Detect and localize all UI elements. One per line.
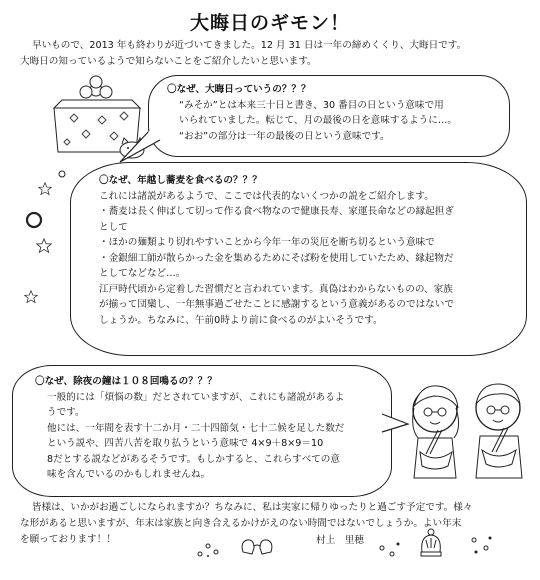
intro-paragraph: [20, 38, 530, 70]
section-line: 江戸時代頃から定着した習慣だと言われています。真偽はわからないものの、家族: [99, 283, 453, 295]
snow-dots-icon: [378, 540, 402, 560]
section-line: いられていました。転じて、月の最後の日を意味するように…。: [179, 115, 458, 126]
circle-icon: [24, 210, 44, 230]
speech-bubble-omisoka: [148, 75, 510, 157]
section-line: 味を含んでいるのかもしれませんね。: [47, 469, 211, 480]
section-line: ・金銀細工師が散らかった金を集めるためにそば粉を使用していたため、縁起物だ: [99, 252, 454, 264]
section-line: として: [99, 221, 128, 233]
section-line: “おお”の部分は一年の最後の日という意味です。: [179, 130, 390, 142]
section-line: 一般的には「煩悩の数」だとされていますが、これにも諸説があるよ: [47, 391, 345, 403]
section-line: ・蕎麦は長く伸ばして切って作る食べ物なので健康長寿、家運長命などの縁起担ぎ: [99, 206, 454, 217]
section-heading: 〇なぜ、年越し蕎麦を食べるの？？？: [99, 175, 262, 186]
intro-line: 大晦日の知っているようで知らないことをご紹介したいと思います。: [20, 56, 317, 67]
section-line: としてなどなど…。: [99, 268, 186, 279]
author-name: 村上 里穂: [316, 535, 364, 546]
section-heading: 〇なぜ、除夜の鐘は１０８回鳴るの？？？: [35, 376, 217, 387]
section-line: 8だとする説などがあるそうです。もしかすると、これらすべての意: [47, 453, 340, 465]
section-line: が揃って団欒し、一年無事過ごせたことに感謝するという意義があるのではないで: [99, 299, 454, 310]
circle-icon: [58, 170, 66, 178]
children-eating-soba-illustration: [400, 368, 535, 493]
closing-line: を願っております！！: [20, 534, 116, 545]
knit-hat-icon: [418, 528, 444, 558]
speech-bubble-soba: [70, 162, 527, 356]
mittens-icon: [240, 536, 274, 558]
speech-bubble-joya-no-kane: [12, 365, 392, 497]
closing-line: 皆様は、いかがお過ごしになられますか？ちなみに、私は実家に帰りゆったりと過ごす予定です。様々: [32, 502, 473, 513]
section-line: ・ほかの麺類より切れやすいことから今年一年の災厄を断ち切るという意味で: [99, 237, 435, 248]
section-line: しょうか。ちなみに、午前0時より前に食べるのがよいそうです。: [99, 314, 383, 326]
section-line: “みそか”とは本来三十日と書き、30 番目の日という意味で用: [179, 99, 444, 111]
star-icon: [38, 182, 52, 196]
snow-dots-icon: [468, 534, 494, 558]
closing-paragraph: [20, 500, 532, 548]
snow-dots-icon: [196, 540, 220, 560]
section-line: 他には、一年間を表す十二か月・二十四節気・七十二候を足した数だ: [47, 422, 345, 434]
intro-line: 早いもので、2013 年も終わりが近づいてきました。12 月 31 日は一年の締めくくり、大晦日です。: [32, 40, 467, 51]
page-title: 大晦日のギモン！: [189, 12, 350, 34]
star-icon: [36, 238, 52, 254]
section-line: これには諸説があるようで、ここでは代表的ないくつかの説をご紹介します。: [99, 190, 434, 202]
section-line: うです。: [47, 407, 85, 418]
star-icon: [24, 290, 38, 304]
section-line: という説や、四苦八苦を取り払うという意味で 4×9＋8×9＝10: [47, 438, 324, 449]
section-heading: 〇なぜ、大晦日っていうの？？？: [167, 84, 311, 95]
closing-line: な形があると思いますが、年末は家族と向き合えるかけがえのない時間ではないでしょうか。よい年末: [20, 518, 462, 529]
